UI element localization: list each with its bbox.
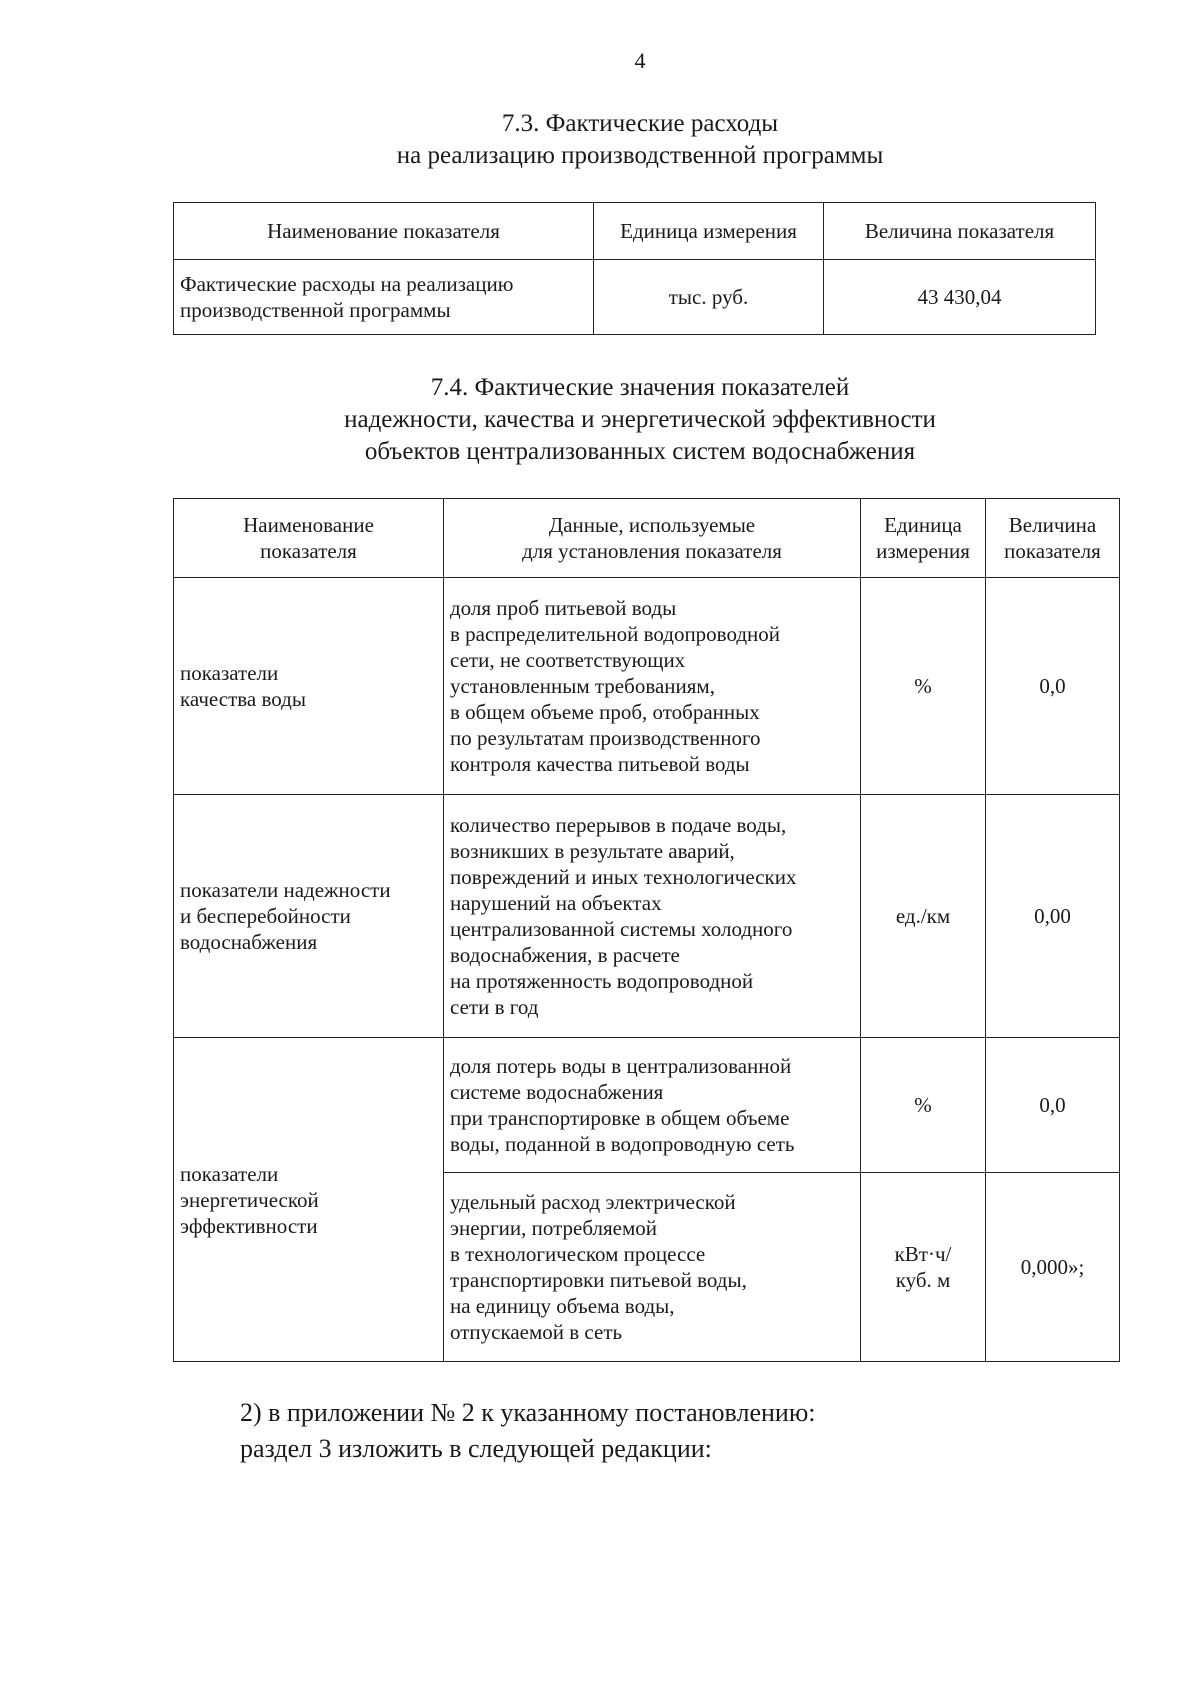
cell-line: установленным требованиям,	[450, 674, 715, 698]
cell-unit: %	[861, 1038, 986, 1173]
cell-line: в распределительной водопроводной	[450, 622, 781, 646]
cell-value: 0,0	[986, 1038, 1120, 1173]
table-row	[174, 1038, 1120, 1173]
cell-line: удельный расход электрической	[450, 1190, 736, 1214]
cell-line: сети, не соответствующих	[450, 648, 686, 672]
cell-line: показатели надежности	[180, 878, 391, 902]
cell-unit: ед./км	[861, 795, 986, 1038]
amendment-line: раздел 3 изложить в следующей редакции:	[240, 1434, 712, 1463]
header-indicator-name: Наименование показателя	[174, 203, 594, 260]
cell-value: 0,0	[986, 578, 1120, 795]
cell-indicator-name	[174, 795, 444, 1038]
header-line: Данные, используемые	[548, 513, 756, 537]
header-line: показателя	[260, 539, 357, 563]
header-line: Наименование	[243, 513, 374, 537]
cell-line: повреждений и иных технологических	[450, 865, 797, 889]
cell-line: в технологическом процессе	[450, 1242, 706, 1266]
header-line: Величина	[1008, 513, 1097, 537]
cell-line: при транспортировке в общем объеме	[450, 1106, 790, 1130]
cell-line: производственной программы	[180, 298, 451, 322]
table-header-row	[174, 203, 1096, 260]
cell-line: эффективности	[180, 1213, 318, 1238]
cell-unit	[861, 1173, 986, 1362]
header-indicator-name	[174, 499, 444, 578]
cell-line: транспортировки питьевой воды,	[450, 1268, 747, 1292]
cell-line: на единицу объема воды,	[450, 1294, 675, 1318]
header-value	[986, 499, 1120, 578]
cell-line: доля проб питьевой воды	[450, 596, 677, 620]
cell-line: и бесперебойности	[180, 904, 351, 928]
cell-unit: тыс. руб.	[594, 260, 824, 335]
cell-value: 0,00	[986, 795, 1120, 1038]
cell-line: Фактические расходы на реализацию	[180, 272, 514, 296]
cell-line: доля потерь воды в централизованной	[450, 1054, 792, 1078]
page-number: 4	[634, 48, 646, 73]
amendment-text	[240, 1395, 815, 1467]
section-7-3-title-line: на реализацию производственной программы	[396, 142, 884, 169]
cell-line: показатели	[180, 1161, 279, 1186]
cell-line: отпускаемой в сеть	[450, 1320, 623, 1344]
cell-data-used	[444, 1038, 861, 1173]
section-7-4-title	[0, 372, 1200, 468]
cell-data-used	[444, 578, 861, 795]
section-7-4-title-line: надежности, качества и энергетической эффективности	[344, 406, 936, 433]
cell-indicator-name	[174, 260, 594, 335]
cell-line: водоснабжения	[180, 930, 318, 954]
cell-line: на протяженность водопроводной	[450, 969, 754, 993]
cell-line: количество перерывов в подаче воды,	[450, 813, 787, 837]
cell-line: в общем объеме проб, отобранных	[450, 700, 760, 724]
cell-line: контроля качества питьевой воды	[450, 752, 750, 776]
cell-value: 43 430,04	[824, 260, 1096, 335]
cell-unit: %	[861, 578, 986, 795]
section-7-3-title	[0, 108, 1200, 172]
table-row	[174, 578, 1120, 795]
cell-line: энергии, потребляемой	[450, 1216, 658, 1240]
cell-line: энергетической	[180, 1187, 319, 1212]
cell-indicator-name	[174, 578, 444, 795]
cell-line: сети в год	[450, 995, 539, 1019]
header-value: Величина показателя	[824, 203, 1096, 260]
cell-indicator-name	[174, 1038, 444, 1362]
header-line: для установления показателя	[522, 539, 782, 563]
cell-line: нарушений на объектах	[450, 891, 662, 915]
cell-line: возникших в результате аварий,	[450, 839, 735, 863]
cell-line: куб. м	[895, 1268, 951, 1292]
cell-line: системе водоснабжения	[450, 1080, 664, 1104]
header-unit	[861, 499, 986, 578]
header-unit: Единица измерения	[594, 203, 824, 260]
section-7-4-title-line: 7.4. Фактические значения показателей	[430, 374, 850, 401]
actual-expenses-table	[173, 202, 1096, 335]
section-7-3-title-line: 7.3. Фактические расходы	[501, 110, 779, 137]
cell-line: централизованной системы холодного	[450, 917, 793, 941]
cell-line: показатели	[180, 661, 279, 685]
indicators-table	[173, 498, 1120, 1362]
header-line: показателя	[1004, 539, 1101, 563]
cell-line: качества воды	[180, 687, 306, 711]
section-7-4-title-line: объектов централизованных систем водоснабжения	[364, 438, 916, 465]
table-row	[174, 260, 1096, 335]
header-data-used	[444, 499, 861, 578]
cell-line: по результатам производственного	[450, 726, 761, 750]
cell-line: воды, поданной в водопроводную сеть	[450, 1132, 795, 1156]
amendment-line: 2) в приложении № 2 к указанному постановлению:	[240, 1398, 816, 1427]
header-line: измерения	[876, 539, 970, 563]
cell-line: водоснабжения, в расчете	[450, 943, 680, 967]
table-header-row	[174, 499, 1120, 578]
cell-line: кВт·ч/	[894, 1242, 952, 1266]
cell-data-used	[444, 1173, 861, 1362]
cell-data-used	[444, 795, 861, 1038]
table-row	[174, 795, 1120, 1038]
header-line: Единица	[884, 513, 962, 537]
cell-value: 0,000»;	[986, 1173, 1120, 1362]
